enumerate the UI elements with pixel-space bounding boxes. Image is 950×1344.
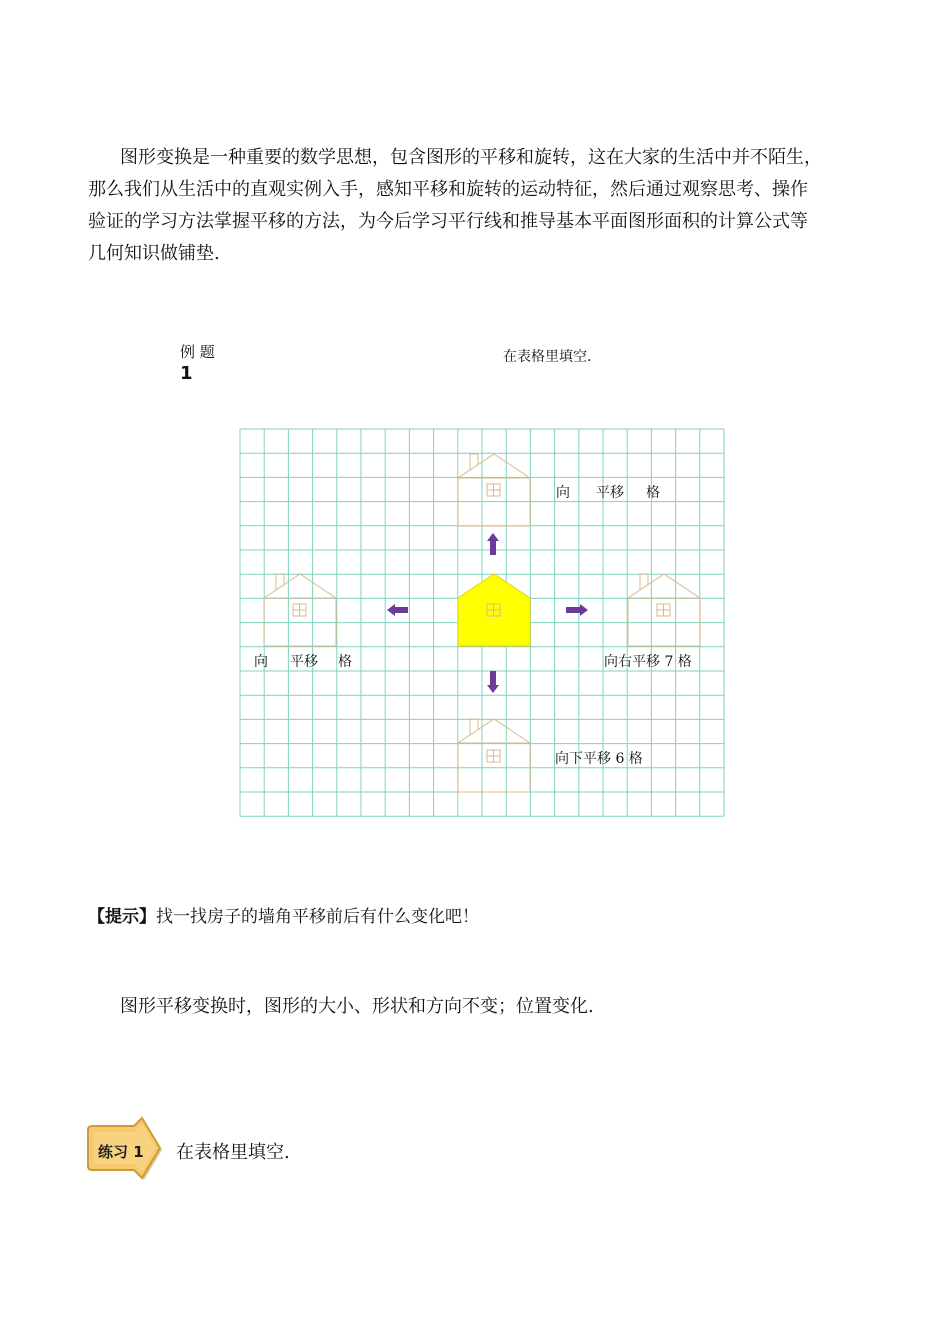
label-right: 向右平移 7 格 xyxy=(604,654,692,670)
hint-text: 找一找房子的墙角平移前后有什么变化吧！ xyxy=(156,907,479,927)
intro-line-3: 验证的学习方法掌握平移的方法，为今后学习平行线和推导基本平面图形面积的计算公式等 xyxy=(88,211,808,232)
label-left-direction: 向 xyxy=(254,654,268,670)
house-original xyxy=(458,574,530,646)
exercise-text: 在表格里填空. xyxy=(176,1142,290,1163)
house-up xyxy=(458,454,530,526)
intro-line-2: 那么我们从生活中的直观实例入手，感知平移和旋转的运动特征，然后通过观察思考、操作 xyxy=(88,179,808,200)
arrow-up-icon xyxy=(487,533,499,555)
hint-bracket: 【提示】 xyxy=(88,907,156,927)
example-label: 例 题 xyxy=(180,343,215,361)
house-left xyxy=(264,574,336,646)
exercise-badge-label: 练习 1 xyxy=(98,1143,144,1161)
hint xyxy=(88,902,479,927)
label-down: 向下平移 6 格 xyxy=(555,751,643,767)
arrow-left-icon xyxy=(387,604,408,616)
house-down xyxy=(458,719,530,792)
label-up-move: 平移 xyxy=(596,485,624,501)
arrow-right-icon xyxy=(566,604,588,616)
example-task: 在表格里填空. xyxy=(503,349,592,365)
rule-statement: 图形平移变换时，图形的大小、形状和方向不变；位置变化. xyxy=(120,996,594,1017)
label-up-direction: 向 xyxy=(556,485,570,501)
intro-line-4: 几何知识做铺垫. xyxy=(88,243,220,264)
label-left-unit: 格 xyxy=(338,654,352,670)
label-left-move: 平移 xyxy=(290,654,318,670)
label-up xyxy=(556,482,660,502)
house-right xyxy=(628,574,700,646)
arrow-down-icon xyxy=(487,671,499,693)
intro-line-1: 图形变换是一种重要的数学思想，包含图形的平移和旋转，这在大家的生活中并不陌生， xyxy=(120,147,822,168)
label-left xyxy=(254,651,352,671)
label-up-unit: 格 xyxy=(646,485,660,501)
example-number: 1 xyxy=(180,363,193,384)
